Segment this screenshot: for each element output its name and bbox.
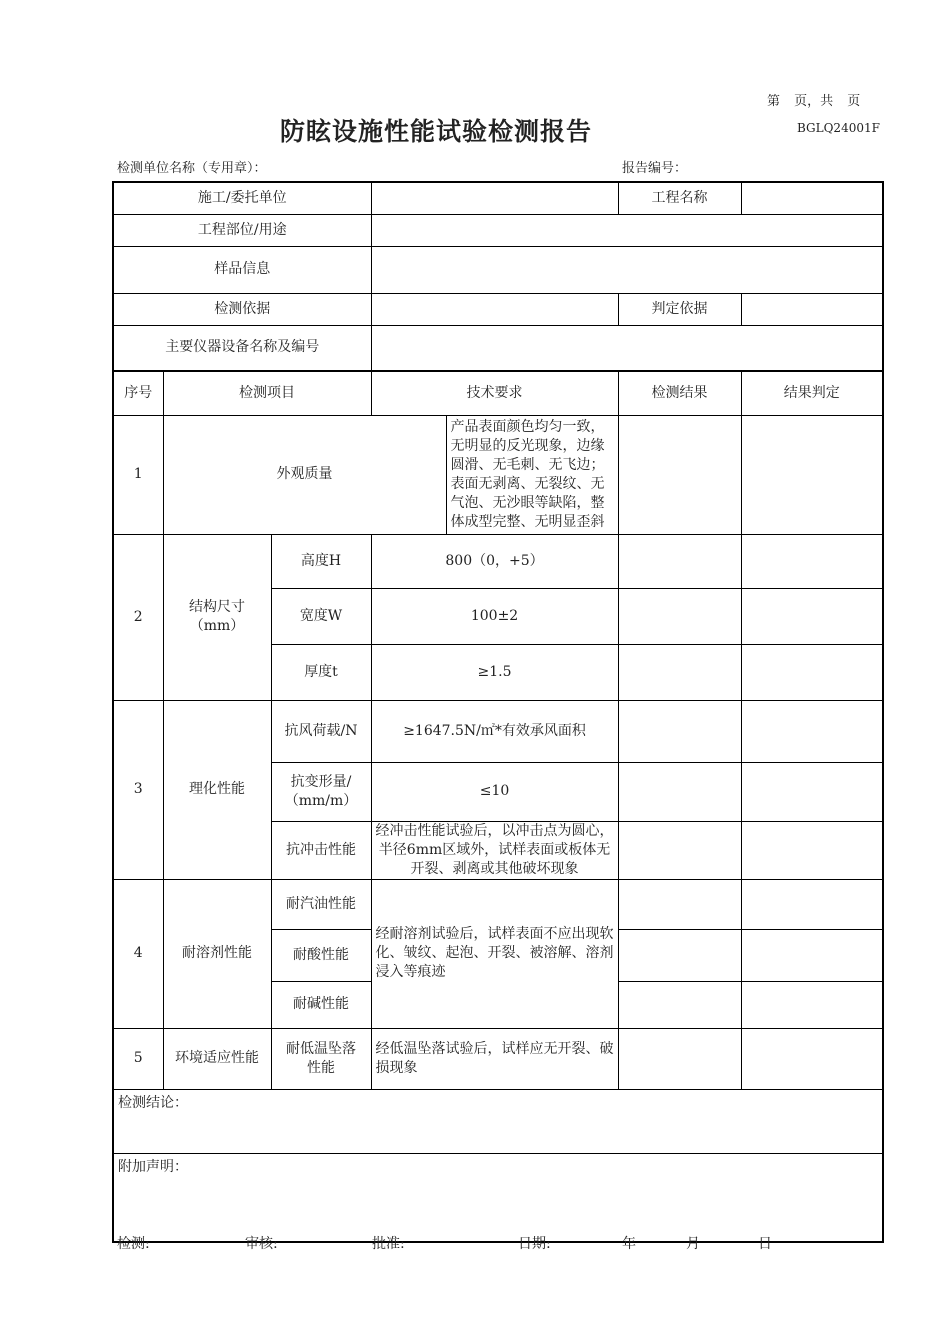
row5-judgement[interactable]: [741, 1028, 883, 1089]
row2-sub1-requirement: 800（0，+5）: [371, 534, 618, 588]
conclusion-label: 检测结论：: [118, 1094, 188, 1111]
row5-requirement: 经低温坠落试验后，试样应无开裂、破损现象: [371, 1028, 618, 1089]
month-label: 月: [686, 1236, 700, 1252]
row4-requirement: 经耐溶剂试验后，试样表面不应出现软化、皱纹、起泡、开裂、被溶解、溶剂浸入等痕迹: [371, 879, 618, 1028]
report-number-label: 报告编号：: [622, 161, 688, 176]
row4-sub2-judgement[interactable]: [741, 929, 883, 981]
judge-basis-label: 判定依据: [618, 293, 741, 325]
report-code: BGLQ24001F: [797, 121, 880, 135]
row3-sub2-name: 抗变形量/（mm/m）: [271, 762, 371, 821]
col-header-result: 检测结果: [618, 371, 741, 415]
row2-sub1-result[interactable]: [618, 534, 741, 588]
row3-sub3-name: 抗冲击性能: [271, 821, 371, 879]
row3-sub2-result[interactable]: [618, 762, 741, 821]
row2-sub3-name: 厚度t: [271, 644, 371, 700]
page-info: 第 页，共 页: [767, 94, 861, 109]
approver-label: 批准:: [372, 1236, 405, 1252]
col-header-no: 序号: [113, 371, 163, 415]
row2-sub1-judgement[interactable]: [741, 534, 883, 588]
row3-sub2-judgement[interactable]: [741, 762, 883, 821]
date-label: 日期:: [518, 1236, 551, 1252]
row2-sub1-name: 高度H: [271, 534, 371, 588]
project-part-value[interactable]: [371, 214, 883, 246]
test-basis-label: 检测依据: [113, 293, 371, 325]
row4-sub1-judgement[interactable]: [741, 879, 883, 929]
row4-no: 4: [113, 879, 163, 1028]
row4-sub2-name: 耐酸性能: [271, 929, 371, 981]
row4-sub3-result[interactable]: [618, 981, 741, 1028]
row2-sub2-judgement[interactable]: [741, 588, 883, 644]
row2-sub2-result[interactable]: [618, 588, 741, 644]
row3-sub1-judgement[interactable]: [741, 700, 883, 762]
equipment-label: 主要仪器设备名称及编号: [113, 325, 371, 371]
row1-requirement: 产品表面颜色均匀一致，无明显的反光现象，边缘圆滑、无毛刺、无飞边；表面无剥离、无裂纹、无气泡、无沙眼等缺陷，整体成型完整、无明显歪斜: [446, 415, 618, 534]
row3-sub3-requirement: 经冲击性能试验后，以冲击点为圆心，半径6mm区域外，试样表面或板体无开裂、剥离或其他破坏现象: [371, 821, 618, 879]
project-name-value[interactable]: [741, 182, 883, 214]
project-part-label: 工程部位/用途: [113, 214, 371, 246]
row3-sub1-name: 抗风荷载/N: [271, 700, 371, 762]
test-basis-value[interactable]: [371, 293, 618, 325]
row4-sub2-result[interactable]: [618, 929, 741, 981]
row3-sub2-requirement: ≤10: [371, 762, 618, 821]
row5-no: 5: [113, 1028, 163, 1089]
row2-sub3-requirement: ≥1.5: [371, 644, 618, 700]
row5-item: 环境适应性能: [163, 1028, 271, 1089]
row2-sub2-requirement: 100±2: [371, 588, 618, 644]
tester-label: 检测:: [117, 1236, 150, 1252]
construction-unit-label: 施工/委托单位: [113, 182, 371, 214]
testing-unit-label: 检测单位名称（专用章）：: [117, 161, 267, 176]
project-name-label: 工程名称: [618, 182, 741, 214]
col-header-judgement: 结果判定: [741, 371, 883, 415]
year-label: 年: [622, 1236, 636, 1252]
reviewer-label: 审核:: [245, 1236, 278, 1252]
row2-sub3-judgement[interactable]: [741, 644, 883, 700]
row3-sub3-judgement[interactable]: [741, 821, 883, 879]
col-header-item: 检测项目: [163, 371, 371, 415]
row4-sub3-judgement[interactable]: [741, 981, 883, 1028]
col-header-requirement: 技术要求: [371, 371, 618, 415]
equipment-value[interactable]: [371, 325, 883, 371]
row2-no: 2: [113, 534, 163, 700]
row4-sub1-name: 耐汽油性能: [271, 879, 371, 929]
row3-sub1-result[interactable]: [618, 700, 741, 762]
row4-item: 耐溶剂性能: [163, 879, 271, 1028]
report-title: 防眩设施性能试验检测报告: [280, 117, 593, 146]
day-label: 日: [758, 1236, 772, 1252]
row1-item: 外观质量: [163, 415, 446, 534]
row5-result[interactable]: [618, 1028, 741, 1089]
row3-sub1-requirement: ≥1647.5N/㎡*有效承风面积: [371, 700, 618, 762]
statement-cell[interactable]: [113, 1153, 883, 1242]
sample-info-value[interactable]: [371, 246, 883, 293]
row1-judgement[interactable]: [741, 415, 883, 534]
row3-item: 理化性能: [163, 700, 271, 879]
row1-result[interactable]: [618, 415, 741, 534]
sample-info-label: 样品信息: [113, 246, 371, 293]
row2-sub3-result[interactable]: [618, 644, 741, 700]
row4-sub1-result[interactable]: [618, 879, 741, 929]
row2-item: 结构尺寸（mm）: [163, 534, 271, 700]
row3-no: 3: [113, 700, 163, 879]
row2-sub2-name: 宽度W: [271, 588, 371, 644]
row4-sub3-name: 耐碱性能: [271, 981, 371, 1028]
row3-sub3-result[interactable]: [618, 821, 741, 879]
row1-no: 1: [113, 415, 163, 534]
conclusion-cell[interactable]: [113, 1089, 883, 1153]
construction-unit-value[interactable]: [371, 182, 618, 214]
judge-basis-value[interactable]: [741, 293, 883, 325]
statement-label: 附加声明：: [118, 1158, 188, 1175]
row5-sub-name: 耐低温坠落性能: [271, 1028, 371, 1089]
report-table: [112, 181, 884, 1243]
